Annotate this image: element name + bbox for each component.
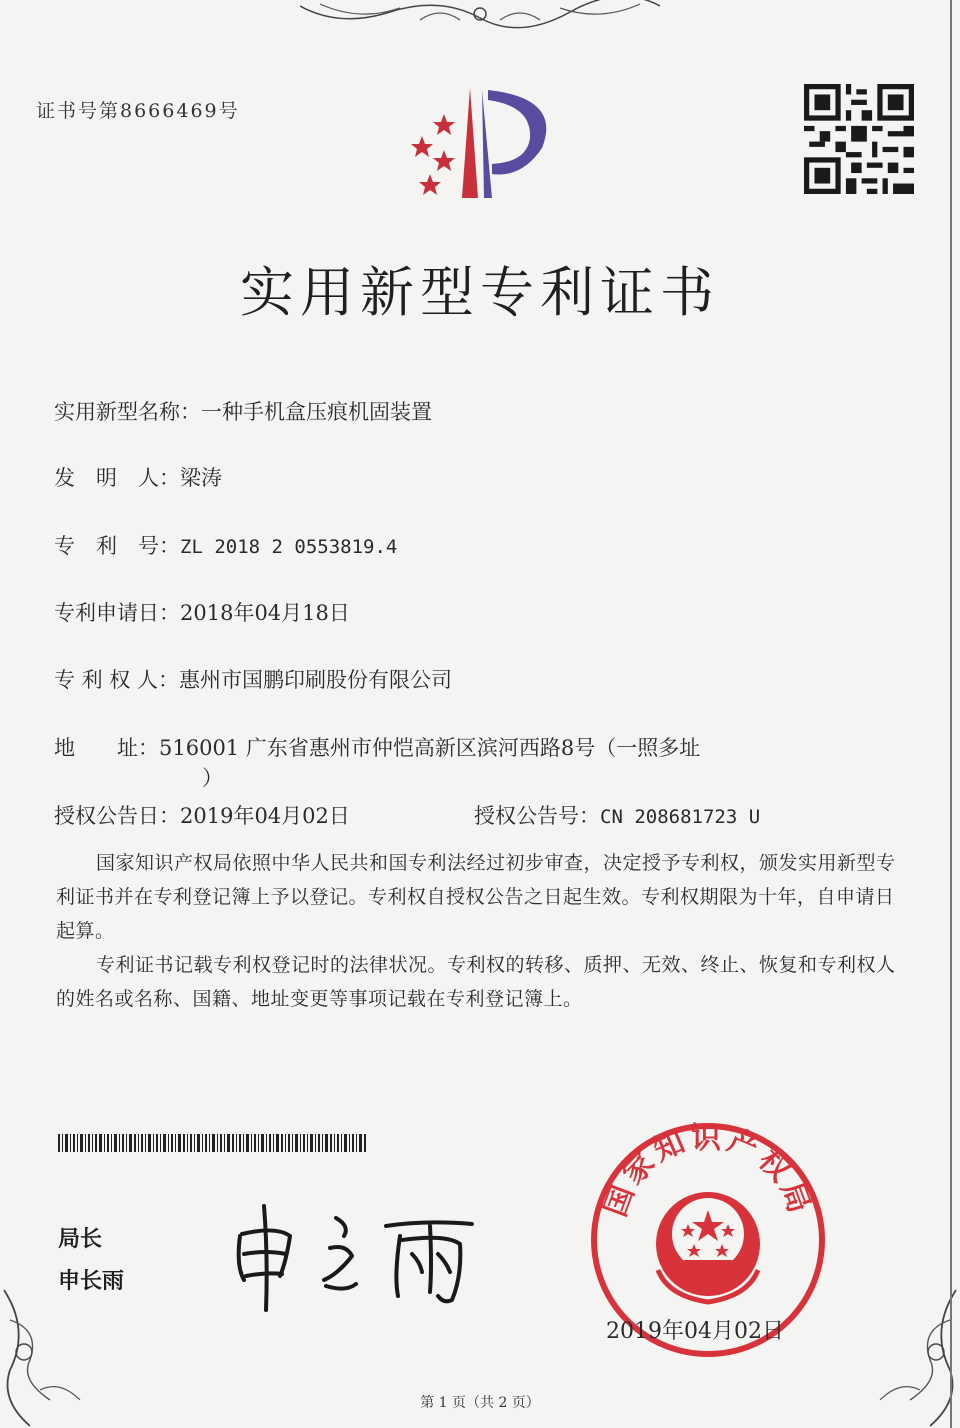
field-grant-date	[54, 800, 350, 830]
certificate-number: 证书号第8666469号	[36, 100, 240, 122]
field-label: 专利申请日：	[54, 601, 180, 625]
legal-paragraph-2: 专利证书记载专利权登记时的法律状况。专利权的转移、质押、无效、终止、恢复和专利权人的姓名或名称、国籍、地址变更等事项记载在专利登记簿上。	[56, 954, 896, 1010]
field-label: 地 址：	[54, 736, 159, 760]
certificate-title: 实用新型专利证书	[240, 261, 720, 324]
svg-text:国家知识产权局: 国家知识产权局	[598, 1120, 818, 1222]
field-value: 一种手机盒压痕机固装置	[201, 400, 432, 424]
field-value: 惠州市国鹏印刷股份有限公司	[179, 668, 453, 692]
field-value: ZL 2018 2 0553819.4	[180, 536, 398, 558]
qr-code	[804, 84, 914, 194]
field-label: 发 明 人：	[54, 466, 180, 490]
field-patent-number	[54, 530, 397, 560]
field-utility-model-name	[54, 396, 432, 426]
field-patentee	[54, 664, 452, 694]
field-value: 2019年04月02日	[180, 804, 350, 828]
barcode	[58, 1134, 368, 1152]
legal-paragraph-1: 国家知识产权局依照中华人民共和国专利法经过初步审查，决定授予专利权，颁发实用新型专利证书并在专利登记簿上予以登记。专利权自授权公告之日起生效。专利权期限为十年，自申请日起算。	[56, 852, 896, 942]
director-title: 局长	[58, 1227, 103, 1252]
field-application-date	[54, 597, 350, 627]
field-label: 实用新型名称：	[54, 400, 201, 424]
field-value: CN 208681723 U	[600, 806, 761, 828]
top-ornament	[300, 0, 660, 30]
field-grant-number	[474, 800, 760, 830]
field-address	[54, 732, 700, 762]
patent-office-emblem	[392, 78, 572, 208]
director-name: 申长雨	[58, 1269, 125, 1294]
director-signature	[226, 1196, 506, 1316]
field-value: 516001 广东省惠州市仲恺高新区滨河西路8号（一照多址	[159, 736, 701, 760]
right-border-line	[950, 0, 952, 1428]
field-label: 授权公告日：	[54, 804, 180, 828]
field-inventor	[54, 462, 222, 492]
field-label: 专 利 权 人：	[54, 668, 180, 692]
field-value: 梁涛	[180, 466, 222, 490]
field-label: 专 利 号：	[54, 534, 180, 558]
field-label: 授权公告号：	[474, 804, 600, 828]
page-indicator: 第 1 页（共 2 页）	[420, 1395, 540, 1411]
field-value: 2018年04月18日	[180, 601, 350, 625]
seal-date: 2019年04月02日	[606, 1319, 784, 1344]
field-address-line2: ）	[202, 766, 223, 790]
